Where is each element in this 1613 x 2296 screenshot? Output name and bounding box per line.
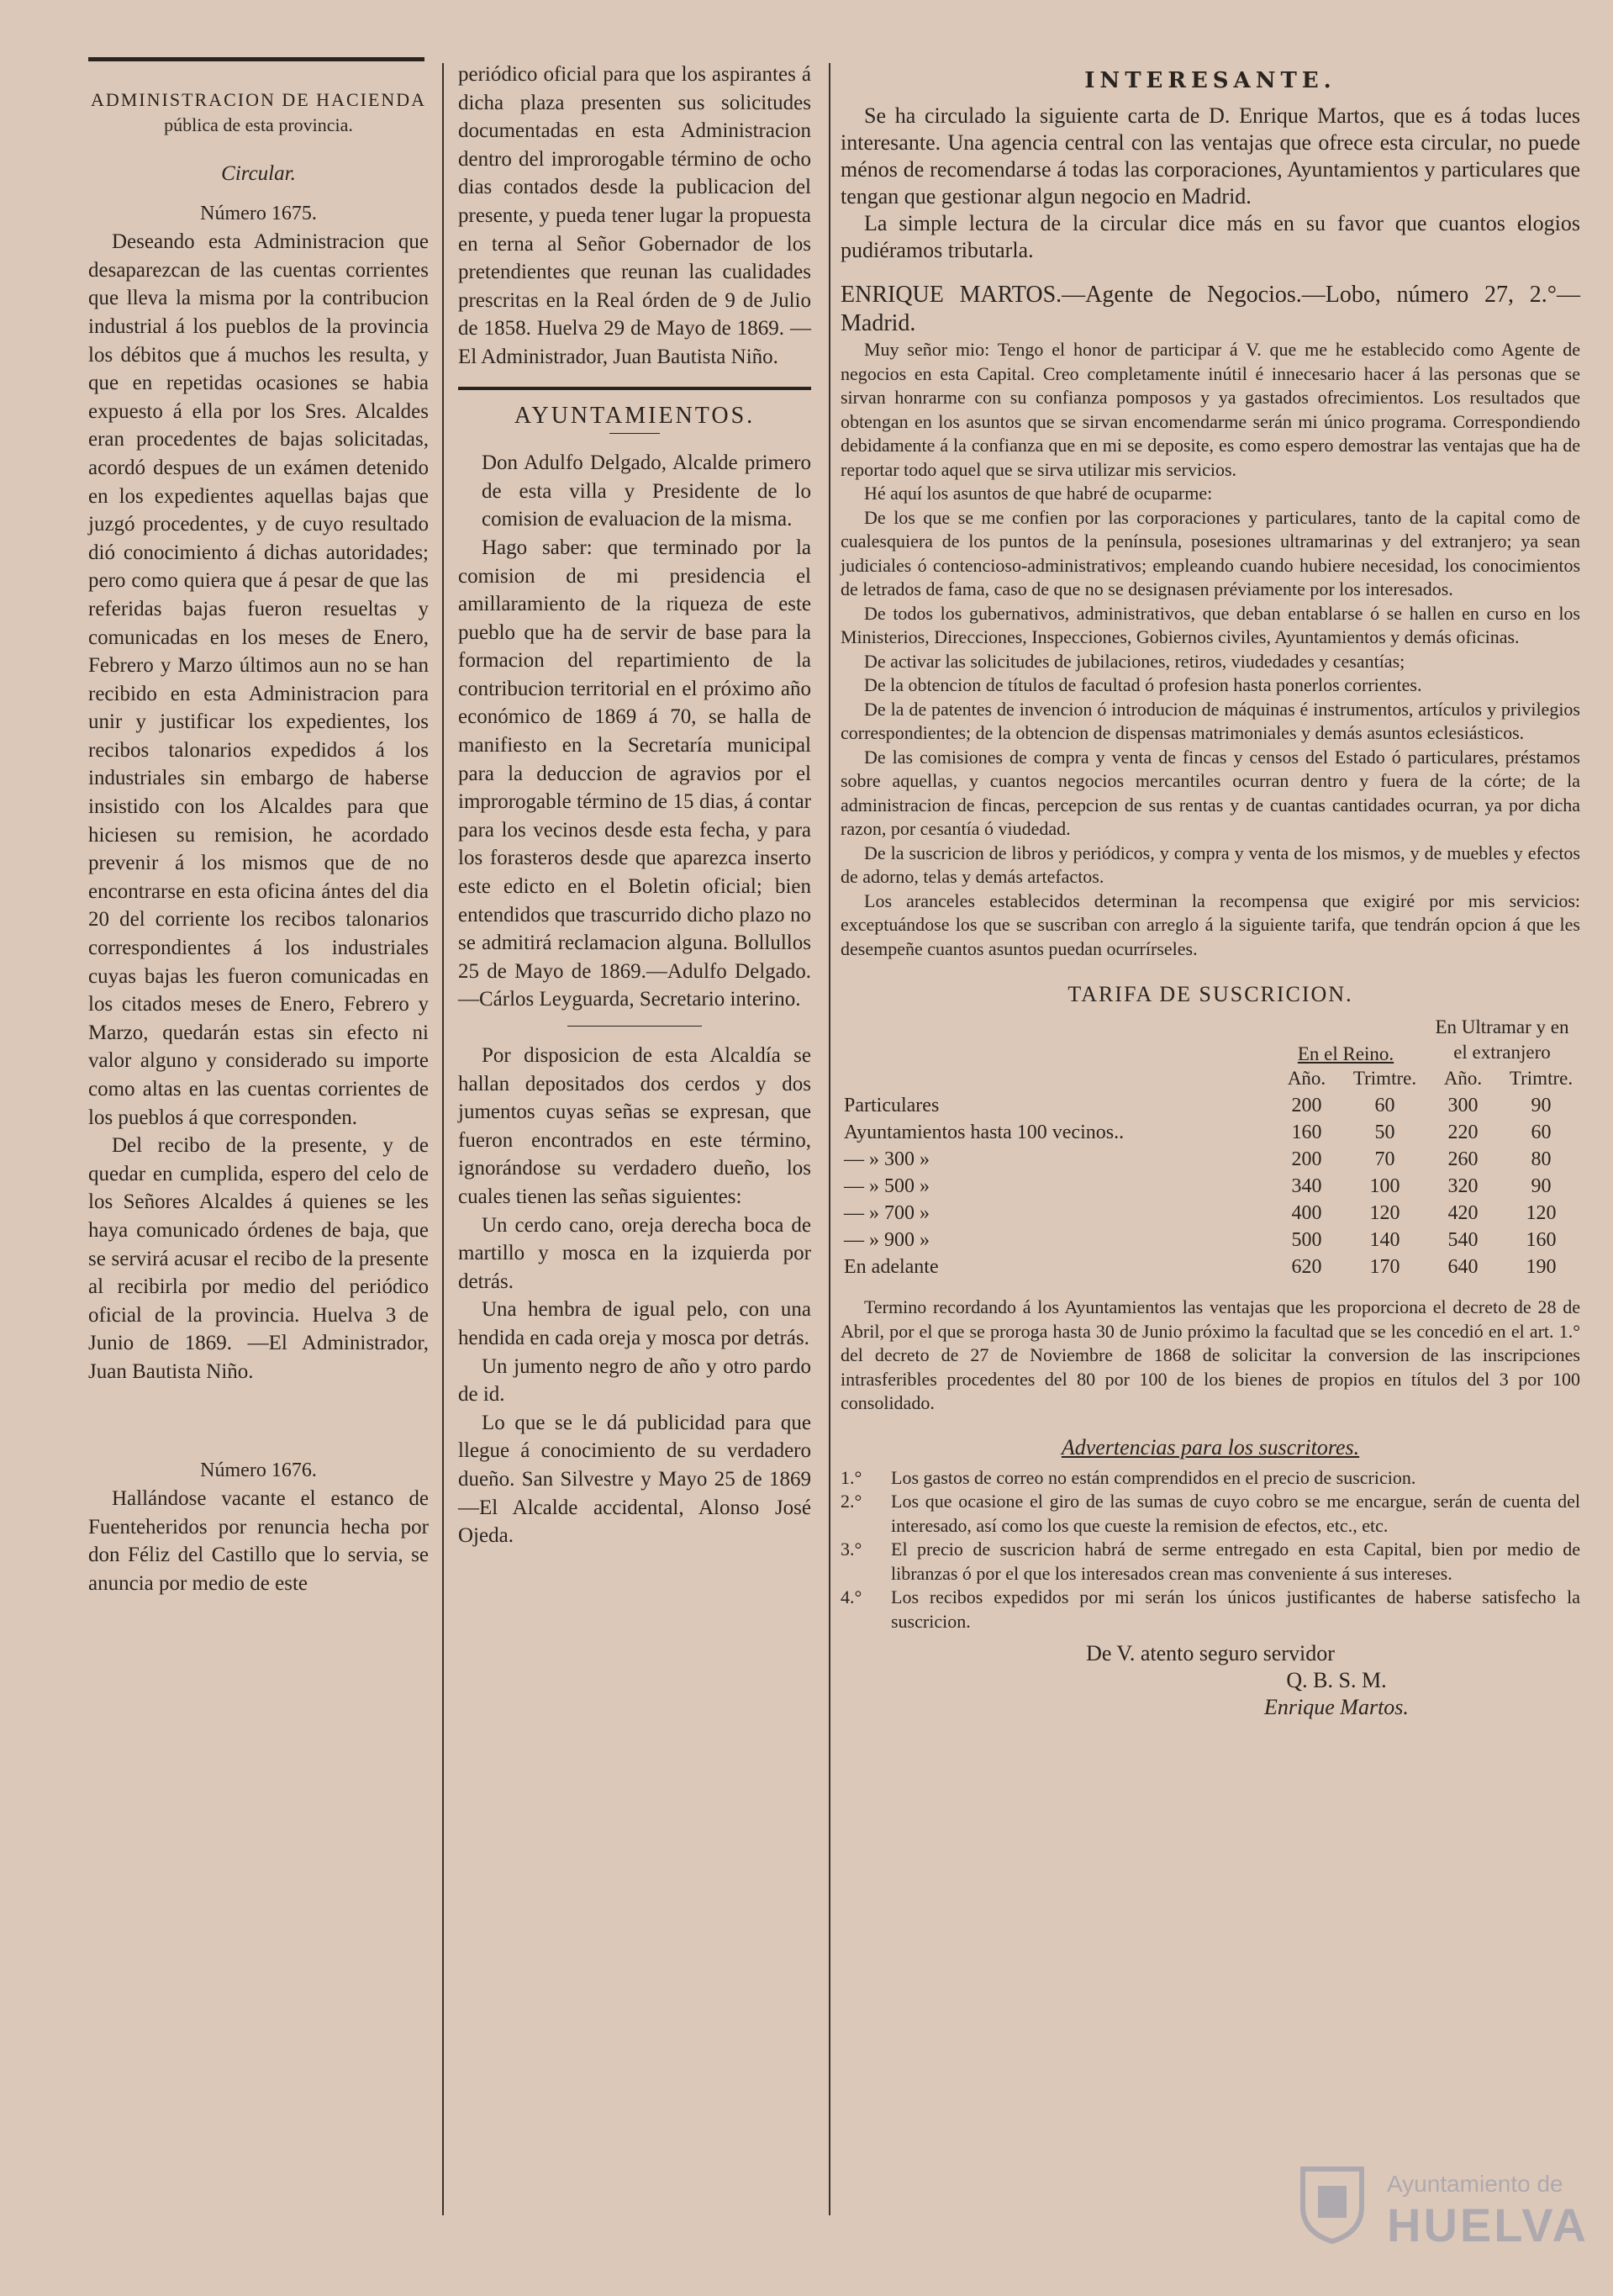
section-heading-hacienda: ADMINISTRACION DE HACIENDA [90,89,427,110]
tarifa-cell: 200 [1291,1094,1322,1116]
tarifa-cell: 400 [1291,1201,1322,1224]
tarifa-cell: 620 [1291,1255,1322,1278]
edict-bollullos-body: Hago saber: que terminado por la comision de mi presidencia el amillaramiento de la riqueza de este pueblo que ha de servir de base para la formacion del repartimiento de la contribucion territorial en el próximo año económico de 1869 á 70, se halla de manifiesto en la Secretaría municipal para la deduccion de agravios por el improrogable término de 15 dias, á contar para los vecinos desde esta fecha, y para los forasteros desde que aparezca inserto este edicto en el Boletin oficial; bien entendidos que trascurrido dicho plazo no se admitirá reclamacion alguna. Bollullos 25 de Mayo de 1869.—Adulfo Delgado.—Cárlos Leyguarda, Secretario interino. [458,536,811,1011]
tarifa-row [841,1254,1580,1280]
notice-number-1676: Número 1676. [200,1459,317,1481]
advertencia-number: 3.° [841,1539,862,1560]
letter-paragraph-10: Los aranceles establecidos determinan la recompensa que exigiré por mis servicios: exceptuándose los que se suscriban con arreglo á la siguiente tarifa, que tendrán opcion á que les desempeñe cuantos asuntos puedan ocurrírseles. [841,889,1580,959]
advertencia-number: 4.° [841,1586,862,1607]
letter-paragraph-1: Muy señor mio: Tengo el honor de participar á V. que me he establecido como Agente de negocios en esta Capital. Creo completamente inútil é innecesario hacer á las personas que se sirvan honrarme con su confianza pomposos y ya gastados ofrecimientos. Los resultados que obtengan en los asuntos que se sirvan encomendarme serán mi único programa. Correspondiendo debidamente á la confianza que en mi se deposite, es como espero demostrar las ventajas que ha de reportar todo aquel que se sirva utilizar mis servicios. [841,339,1580,480]
signature: Enrique Martos. [1264,1695,1409,1719]
tarifa-header-ultramar: En Ultramar y en el extranjero [1435,1016,1569,1063]
tarifa-header-reino: En el Reino. [1297,1043,1394,1064]
circular-label: Circular. [221,162,296,185]
tarifa-cell: 320 [1447,1174,1479,1197]
tarifa-cell: 420 [1447,1201,1479,1224]
tarifa-cell: 340 [1291,1174,1322,1197]
tarifa-cell: 540 [1447,1228,1479,1251]
tarifa-cell: 200 [1291,1148,1322,1170]
tarifa-cell: 160 [1291,1121,1322,1143]
section-short-rule [609,433,660,434]
section-rule [458,387,811,390]
separator [567,1026,702,1027]
advertencia-text: Los recibos expedidos por mi serán los únicos justificantes de haberse satisfecho la suscricion. [891,1586,1580,1632]
tarifa-cell: 50 [1374,1121,1395,1143]
section-subheading: pública de esta provincia. [164,114,353,135]
tarifa-row-label: — » 500 » [844,1174,930,1197]
tarifa-cell: 300 [1447,1094,1479,1116]
tarifa-cell: 120 [1526,1201,1557,1224]
notice-number-1675: Número 1675. [200,202,317,224]
advertencias-list [841,1466,1580,1634]
advertencia-number: 1.° [841,1466,862,1488]
letter-paragraph-2: Hé aquí los asuntos de que habré de ocuparme: [864,483,1213,504]
letter-paragraph-3: De los que se me confien por las corporaciones y particulares, tanto de la capital como de cualesquiera de los puntos de la península, posesiones ultramarinas y del extranjero; ya sean judiciales ó contencioso-administrativos; empleando cuando hubiere necesidad, los conocimientos de letrados de fama, caso de que no se designasen préviamente por los interesados. [841,506,1580,599]
tarifa-header-ano: Año. [1287,1068,1326,1089]
column-1 [88,59,429,1598]
edict-bollullos-header: Don Adulfo Delgado, Alcalde primero de esta villa y Presidente de lo comision de evaluacion de la misma. [482,451,811,531]
intro-paragraph-1: Se ha circulado la siguiente carta de D. Enrique Martos, que es á todas luces interesante. Una agencia central con las ventajas que ofrece esta circular, no puede ménos de recomendarse á todas las corporaciones, Ayuntamientos y particulares que tengan que gestionar algun negocio en Madrid. [841,103,1580,208]
tarifa-cell: 640 [1447,1255,1479,1278]
tarifa-cell: 170 [1369,1255,1400,1278]
tarifa-row-label: — » 900 » [844,1228,930,1251]
tarifa-cell: 60 [1374,1094,1395,1116]
notice-1676-continued: periódico oficial para que los aspirantes á dicha plaza presenten sus solicitudes documentadas en esta Administracion dentro del improrogable término de ocho dias contados desde la publicacion del presente, y pueda tener lugar la propuesta en terna al Señor Gobernador de los pretendientes que reunan las cualidades prescritas en la Real órden de 9 de Julio de 1858. Huelva 29 de Mayo de 1869. —El Administrador, Juan Bautista Niño. [458,63,811,368]
tarifa-cell: 80 [1531,1148,1552,1170]
tarifa-row [841,1119,1580,1146]
letter-paragraph-4: De todos los gubernativos, administrativos, que deban entablarse ó se hallen en curso en los Ministerios, Direcciones, Inspecciones, Gobiernos civiles, Ayuntamientos y demás oficinas. [841,602,1580,647]
tarifa-cell: 60 [1531,1121,1552,1143]
tarifa-header-ano: Año. [1443,1068,1483,1089]
section-heading-ayuntamientos: AYUNTAMIENTOS. [514,402,756,429]
letter-paragraph-9: De la suscricion de libros y periódicos, y compra y venta de los mismos, y de muebles y efectos de adorno, telas y demás artefactos. [841,842,1580,887]
watermark-line-1: Ayuntamiento de [1387,2171,1563,2197]
tarifa-row-label: Particulares [844,1094,940,1116]
intro-paragraph-2: La simple lectura de la circular dice más en su favor que cuantos elogios pudiéramos tributarla. [841,211,1580,262]
advertencia-item [841,1586,1580,1634]
edict-san-silvestre-item-1: Un cerdo cano, oreja derecha boca de martillo y mosca en la izquierda por detrás. [458,1213,811,1293]
advertencias-title: Advertencias para los suscritores. [1061,1434,1360,1459]
edict-san-silvestre-intro: Por disposicion de esta Alcaldía se hallan depositados dos cerdos y dos jumentos cuyas señas se expresan, que fueron encontrados en este término, ignorándose su verdadero dueño, los cuales tienen las señas siguientes: [458,1044,811,1208]
tarifa-row [841,1092,1580,1119]
tarifa-row-label: Ayuntamientos hasta 100 vecinos.. [844,1121,1125,1143]
edict-san-silvestre-closing: Lo que se le dá publicidad para que llegue á conocimiento de su verdadero dueño. San Silvestre y Mayo 25 de 1869 —El Alcalde accidental, Alonso José Ojeda. [458,1411,811,1548]
tarifa-cell: 260 [1447,1148,1479,1170]
letter-paragraph-7: De la de patentes de invencion ó introducion de máquinas é instrumentos, artículos y privilegios correspondientes; de la obtencion de dispensas matrimoniales y demás asuntos eclesiásticos. [841,698,1580,743]
notice-1675-closing: Del recibo de la presente, y de quedar en cumplida, espero del celo de los Señores Alcaldes á quienes se les haya comunicado órdenes de baja, que se servirá acusar el recibo de la presente al recibirla por medio del periódico oficial de la provincia. Huelva 3 de Junio de 1869. —El Administrador, Juan Bautista Niño. [88,1134,429,1383]
tarifa-row-label: — » 300 » [844,1148,930,1170]
headline-interesante: INTERESANTE. [1084,68,1336,93]
advertencia-number: 2.° [841,1491,862,1512]
column-divider-2 [829,63,830,2215]
advertencia-item [841,1466,1580,1491]
edict-san-silvestre-item-3: Un jumento negro de año y otro pardo de id. [458,1354,811,1407]
tarifa-row-label: En adelante [844,1255,939,1278]
column-3 [841,67,1580,1721]
letter-header: ENRIQUE MARTOS.—Agente de Negocios.—Lobo, número 27, 2.°—Madrid. [841,282,1580,336]
shield-icon [1294,2161,1370,2245]
notice-1675-body: Deseando esta Administracion que desaparezcan de las cuentas corrientes que lleva la misma por la contribucion industrial á los pueblos de la provincia los débitos que á muchos les resulta, y que en repetidas ocasiones se habia expuesto á ella por los Sres. Alcaldes eran procedentes de bajas solicitadas, acordó despues de un exámen detenido en los expedientes aquellas bajas que juzgó procedentes, y de cuyo resultado dió conocimiento á dichas autoridades; pero como quiera que á pesar de que las referidas bajas fueron resueltas y comunicadas en los meses de Enero, Febrero y Marzo últimos aun no se han recibido en esta Administracion para unir y justificar los expedientes, los recibos talonarios expedidos á los industriales sin embargo de haberse insistido con los Alcaldes para que hiciesen su remision, he acordado prevenir á los mismos que de no encontrarse en esta oficina ántes del dia 20 del corriente los recibos talonarios correspondientes á los industriales cuyas bajas les fueron comunicadas en los citados meses de Enero, Febrero y Marzo, quedarán estas sin efecto ni valor alguno y considerado su importe como altas en las cuentas corrientes de los pueblos á que corresponden. [88,230,429,1129]
advertencia-item [841,1538,1580,1586]
tarifa-cell: 190 [1526,1255,1557,1278]
tarifa-cell: 220 [1447,1121,1479,1143]
letter-paragraph-5: De activar las solicitudes de jubilaciones, retiros, viudedades y cesantías; [864,650,1405,672]
letter-paragraph-11: Termino recordando á los Ayuntamientos las ventajas que les proporciona el decreto de 28 de Abril, por el que se proroga hasta 30 de Junio próximo la facultad que se les concedió en el art. 1.° del decreto de 27 de Noviembre de 1868 de solicitar la conversion de las inscripciones intrasferibles procedentes del 80 por 100 de los bienes de propios en títulos del 3 por 100 consolidado. [841,1296,1580,1413]
tarifa-cell: 500 [1291,1228,1322,1251]
tarifa-cell: 120 [1369,1201,1400,1224]
tarifa-cell: 160 [1526,1228,1557,1251]
notice-1676-body: Hallándose vacante el estanco de Fuenteheridos por renuncia hecha por don Féliz del Castillo que lo servia, se anuncia por medio de este [88,1487,429,1595]
tarifa-header-trimestre: Trimtre. [1352,1068,1417,1089]
advertencia-text: Los gastos de correo no están comprendidos en el precio de suscricion. [891,1466,1416,1488]
tarifa-row-label: — » 700 » [844,1201,930,1224]
tarifa-cell: 100 [1369,1174,1400,1197]
letter-paragraph-6: De la obtencion de títulos de facultad ó profesion hasta ponerlos corrientes. [864,674,1422,695]
tarifa-row [841,1200,1580,1227]
edict-san-silvestre-item-2: Una hembra de igual pelo, con una hendida en cada oreja y mosca por detrás. [458,1298,811,1349]
tarifa-table [841,1015,1580,1280]
tarifa-row [841,1227,1580,1254]
tarifa-cell: 90 [1531,1174,1552,1197]
tarifa-title: TARIFA DE SUSCRICION. [1067,982,1353,1006]
advertencia-text: El precio de suscricion habrá de serme entregado en esta Capital, bien por medio de libranzas ó por el que los interesados crean mas conveniente á sus intereses. [891,1539,1580,1584]
tarifa-header-trimestre: Trimtre. [1509,1068,1573,1089]
watermark-line-2: HUELVA [1387,2198,1589,2251]
tarifa-cell: 140 [1369,1228,1400,1251]
letter-paragraph-8: De las comisiones de compra y venta de fincas y censos del Estado ó particulares, préstamos sobre aquellas, y cuantos negocios mercantiles ocurran dentro y fuera de la córte; de la administracion de fincas, percepcion de sus rentas y de cuantas cantidades ocurran, ya por dicha razon, por cesantía ó viudedad. [841,746,1580,839]
archive-watermark [1294,2161,1589,2253]
tarifa-row [841,1146,1580,1173]
tarifa-cell: 70 [1374,1148,1395,1170]
closing-formula: De V. atento seguro servidor [1086,1641,1335,1665]
column-divider-1 [442,63,444,2215]
tarifa-cell: 90 [1531,1094,1552,1116]
advertencia-item [841,1490,1580,1538]
advertencia-text: Los que ocasione el giro de las sumas de cuyo cobro se me encargue, serán de cuenta del interesado, así como los que cueste la remision de efectos, etc., etc. [891,1491,1580,1536]
tarifa-row [841,1173,1580,1200]
qbsm: Q. B. S. M. [1286,1668,1387,1692]
column-2 [458,61,811,1550]
